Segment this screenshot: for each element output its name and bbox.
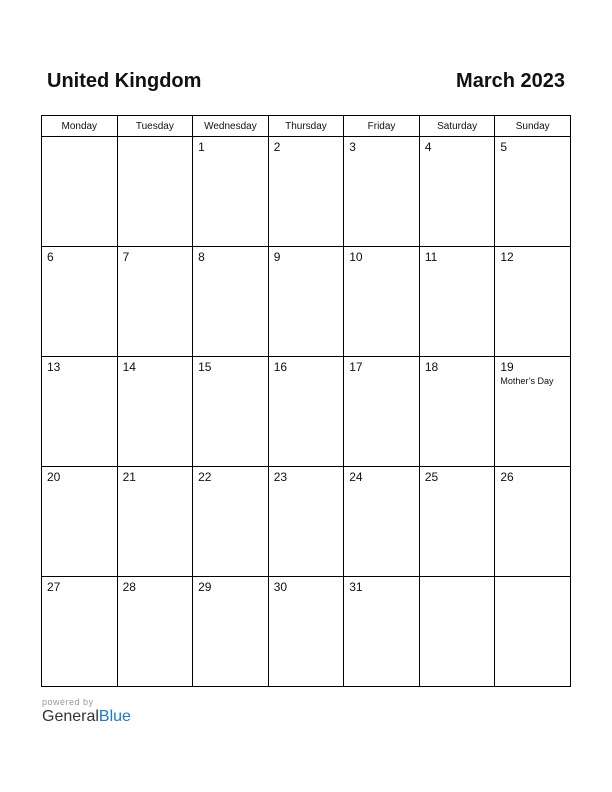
day-number: 12 — [500, 250, 514, 264]
country-title: United Kingdom — [47, 70, 202, 92]
day-cell — [419, 577, 495, 687]
brand-blue-text: Blue — [98, 708, 131, 725]
day-number: 14 — [122, 360, 136, 374]
day-cell — [419, 137, 495, 247]
day-number: 3 — [349, 140, 356, 154]
day-cell — [193, 357, 269, 467]
day-cell — [42, 247, 118, 357]
day-cell — [193, 467, 269, 577]
day-cell — [193, 247, 269, 357]
week-row — [42, 247, 571, 357]
day-cell — [117, 467, 193, 577]
day-cell — [344, 247, 420, 357]
day-cell — [419, 247, 495, 357]
day-cell — [42, 467, 118, 577]
day-cell — [495, 357, 571, 467]
footer-branding — [42, 697, 131, 726]
calendar-grid — [41, 115, 571, 687]
day-number: 15 — [198, 360, 212, 374]
day-number: 18 — [424, 360, 439, 374]
day-number: 8 — [198, 250, 205, 264]
holiday-label: Mother’s Day — [500, 376, 554, 386]
day-number: 27 — [47, 580, 61, 594]
day-cell — [344, 137, 420, 247]
day-number: 31 — [349, 580, 363, 594]
day-cell — [42, 577, 118, 687]
day-number: 1 — [198, 140, 205, 154]
day-number: 20 — [47, 470, 61, 484]
day-number: 25 — [424, 470, 439, 484]
week-row — [42, 137, 571, 247]
day-number: 16 — [273, 360, 288, 374]
generalblue-logo[interactable] — [42, 708, 131, 726]
week-row — [42, 577, 571, 687]
day-cell — [193, 137, 269, 247]
day-number: 29 — [198, 580, 212, 594]
day-cell — [117, 137, 193, 247]
weekday-header: Wednesday — [193, 116, 269, 137]
day-number: 10 — [349, 250, 363, 264]
weekday-header: Monday — [42, 116, 118, 137]
day-cell — [419, 357, 495, 467]
weekday-header: Tuesday — [117, 116, 193, 137]
brand-general-text: General — [42, 708, 99, 725]
day-cell — [268, 247, 344, 357]
day-number: 5 — [500, 140, 508, 154]
day-cell — [193, 577, 269, 687]
day-number: 23 — [273, 470, 288, 484]
day-cell — [42, 137, 118, 247]
day-number: 21 — [122, 470, 136, 484]
weekday-header-row — [42, 116, 571, 137]
day-cell — [495, 467, 571, 577]
day-number: 28 — [122, 580, 136, 594]
day-number: 24 — [349, 470, 363, 484]
day-number: 22 — [198, 470, 212, 484]
weekday-header: Thursday — [268, 116, 344, 137]
day-cell — [344, 577, 420, 687]
day-cell — [495, 247, 571, 357]
day-number: 19 — [500, 360, 514, 374]
day-cell — [268, 467, 344, 577]
day-number: 2 — [273, 140, 281, 154]
month-title: March 2023 — [456, 70, 565, 92]
weekday-header: Friday — [344, 116, 420, 137]
day-cell — [268, 357, 344, 467]
calendar-header — [47, 70, 565, 100]
day-cell — [117, 247, 193, 357]
day-cell — [495, 577, 571, 687]
day-cell — [344, 357, 420, 467]
weekday-header: Saturday — [419, 116, 495, 137]
day-cell — [419, 467, 495, 577]
day-cell — [42, 357, 118, 467]
day-cell — [268, 577, 344, 687]
week-row — [42, 357, 571, 467]
day-number: 13 — [47, 360, 61, 374]
day-number: 11 — [424, 250, 438, 264]
day-number: 7 — [122, 250, 130, 264]
day-number: 30 — [273, 580, 288, 594]
day-cell — [117, 577, 193, 687]
day-cell — [117, 357, 193, 467]
day-cell — [268, 137, 344, 247]
day-number: 4 — [424, 140, 432, 154]
day-cell — [495, 137, 571, 247]
day-number: 17 — [349, 360, 363, 374]
day-number: 6 — [47, 250, 54, 264]
day-number: 26 — [500, 470, 514, 484]
weekday-header: Sunday — [495, 116, 571, 137]
week-row — [42, 467, 571, 577]
powered-by-label: powered by — [42, 697, 94, 707]
day-number: 9 — [273, 250, 281, 264]
day-cell — [344, 467, 420, 577]
